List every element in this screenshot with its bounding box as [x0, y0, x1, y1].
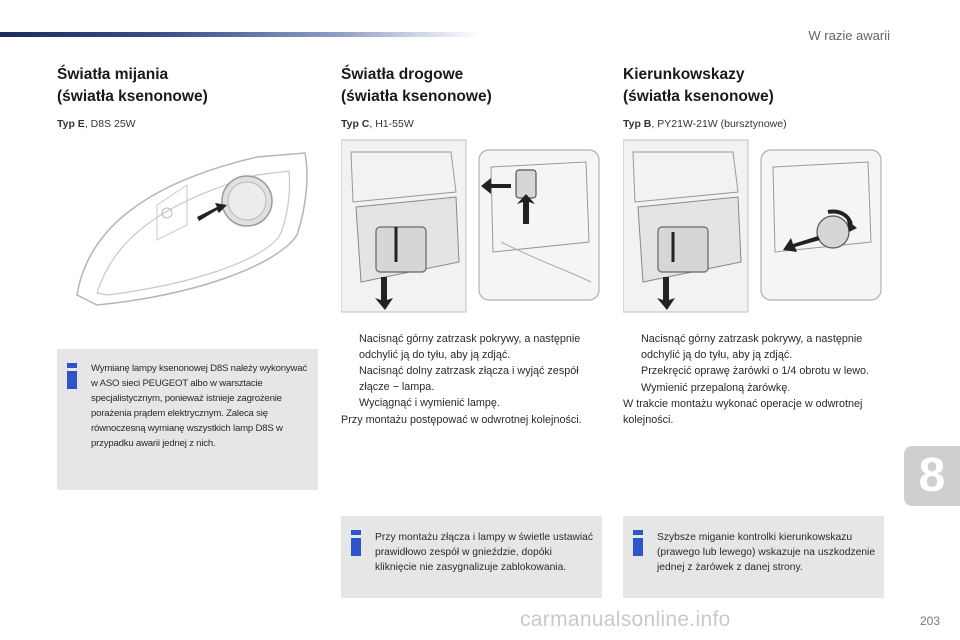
- steps-indicators: [623, 332, 885, 428]
- info-icon: [351, 530, 361, 556]
- info-icon: [67, 363, 77, 389]
- step-item: [623, 364, 885, 380]
- watermark: carmanualsonline.info: [520, 608, 731, 631]
- bulb-type-label: Typ B: [623, 118, 652, 130]
- bulb-type: [57, 118, 319, 130]
- info-icon: [633, 530, 643, 556]
- step-text: Wymienić przepaloną żarówkę.: [641, 381, 791, 394]
- section-title: [623, 64, 885, 108]
- high-beam-illustration: [341, 132, 609, 317]
- bulb-type-value: , PY21W-21W (bursztynowe): [651, 118, 787, 130]
- info-box-connector: [341, 516, 602, 598]
- page-number: 203: [919, 614, 940, 628]
- step-item: [623, 332, 885, 363]
- chapter-tab: [904, 446, 960, 506]
- section-indicators: [623, 64, 885, 130]
- step-text: Nacisnąć górny zatrzask pokrywy, a następnie odchylić ją do tyłu, aby ją zdjąć.: [359, 333, 581, 361]
- header-bar: [0, 32, 480, 37]
- step-text: Nacisnąć górny zatrzask pokrywy, a następnie odchylić ją do tyłu, aby ją zdjąć.: [641, 333, 863, 361]
- headlamp-illustration: [57, 145, 317, 315]
- section-title-line1: Światła mijania: [57, 66, 169, 83]
- section-title-line2: (światła ksenonowe): [341, 88, 492, 105]
- step-item: [341, 332, 603, 363]
- assembly-note: W trakcie montażu wykonać operacje w odwrotnej kolejności.: [623, 398, 863, 426]
- section-title: [57, 64, 319, 108]
- info-box-indicator: [623, 516, 884, 598]
- bulb-type-value: , D8S 25W: [84, 118, 136, 130]
- step-text: Przekręcić oprawę żarówki o 1/4 obrotu w lewo.: [641, 365, 870, 377]
- section-high-beam: [341, 64, 603, 130]
- bulb-type: [623, 118, 885, 130]
- bulb-type-value: , H1-55W: [369, 118, 414, 130]
- steps-high-beam: [341, 332, 603, 428]
- indicator-illustration: [623, 132, 891, 317]
- step-item: [623, 381, 885, 397]
- assembly-note: Przy montażu postępować w odwrotnej kolejności.: [341, 413, 582, 426]
- bulb-type: [341, 118, 603, 130]
- bulb-type-label: Typ E: [57, 118, 85, 130]
- section-title: [341, 64, 603, 108]
- section-title-line1: Kierunkowskazy: [623, 66, 745, 83]
- section-title-line2: (światła ksenonowe): [57, 88, 208, 105]
- bulb-type-label: Typ C: [341, 118, 370, 130]
- info-box-xenon: [57, 349, 318, 490]
- info-text: Przy montażu złącza i lampy w świetle ustawiać prawidłowo zespół w gnieździe, dopóki kliknięcie nie zasygnalizuje zablokowania.: [375, 532, 594, 573]
- info-text: Szybsze miganie kontrolki kierunkowskazu (prawego lub lewego) wskazuje na uszkodzenie jednej z żarówek z danej strony.: [657, 532, 876, 573]
- step-text: Nacisnąć dolny zatrzask złącza i wyjąć zespół złącze − lampa.: [359, 365, 579, 393]
- section-low-beam: [57, 64, 319, 130]
- section-title-line2: (światła ksenonowe): [623, 88, 774, 105]
- section-title-line1: Światła drogowe: [341, 66, 464, 83]
- info-text: Wymianę lampy ksenonowej D8S należy wykonywać w ASO sieci PEUGEOT albo w warsztacie specjalistycznym, ponieważ istnieje zagrożenie porażenia prądem elektrycznym. Zaleca się równoczesną wymianę wszystkich lamp D8S w przypadku awarii jednej z nich.: [91, 363, 307, 449]
- step-text: Wyciągnąć i wymienić lampę.: [359, 397, 500, 409]
- step-item: [341, 396, 603, 412]
- step-item: [341, 364, 603, 395]
- chapter-number: 8: [918, 449, 946, 502]
- chapter-title: W razie awarii: [808, 28, 890, 43]
